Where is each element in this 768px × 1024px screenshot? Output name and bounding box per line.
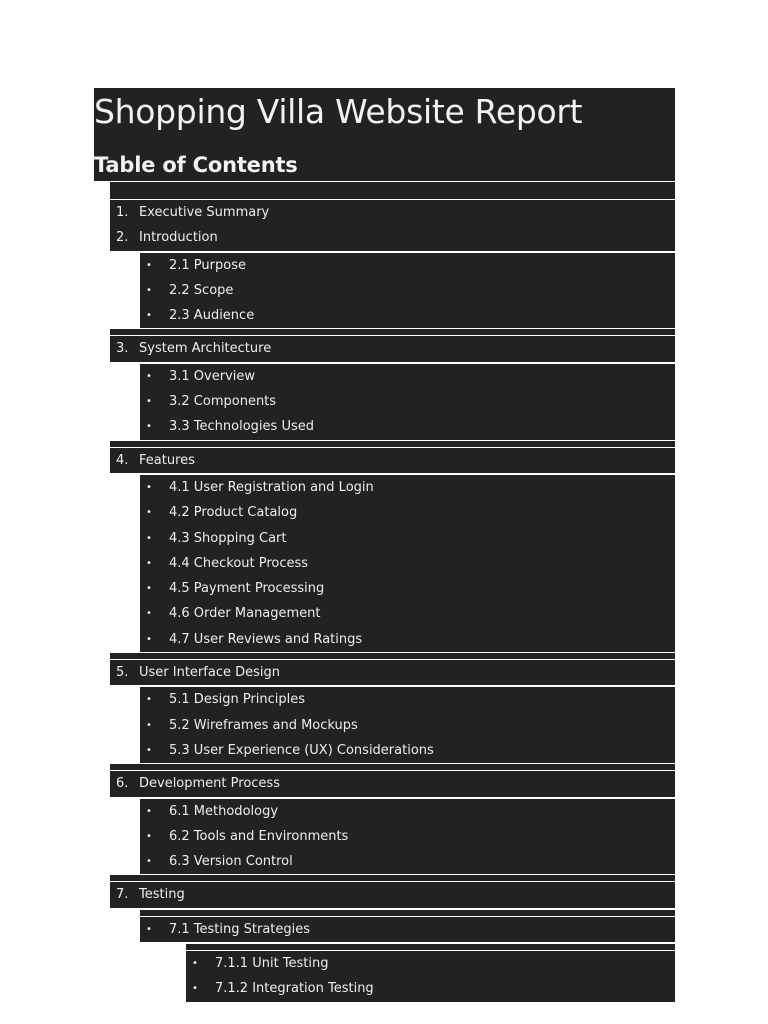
bullet-icon: •	[146, 396, 152, 408]
toc-subitem[interactable]	[140, 799, 675, 824]
bullet-icon: •	[146, 830, 152, 842]
toc-subsublist-testing-strategies	[94, 942, 675, 1002]
toc-list	[110, 199, 675, 251]
toc-sublist-features	[94, 473, 675, 652]
bullet-icon: •	[146, 805, 152, 817]
toc-subsubitem[interactable]	[186, 976, 675, 1001]
toc-subitem[interactable]	[140, 526, 675, 551]
toc-subitem[interactable]	[140, 738, 675, 763]
toc-label: Testing	[139, 887, 185, 903]
toc-label: Executive Summary	[139, 205, 270, 220]
toc-sublabel: 5.3 User Experience (UX) Considerations	[169, 742, 434, 758]
toc-top-band	[110, 181, 675, 199]
toc-label: Features	[139, 452, 195, 468]
toc-section-6	[110, 763, 675, 796]
bullet-icon: •	[192, 958, 198, 970]
bullet-icon: •	[146, 694, 152, 706]
toc-sublist-user-interface-design	[94, 685, 675, 763]
toc-subitem[interactable]	[140, 253, 675, 278]
toc-sublabel: 6.1 Methodology	[169, 803, 279, 819]
toc-sublabel: 3.2 Components	[169, 394, 277, 410]
toc-item-introduction[interactable]	[110, 225, 675, 250]
toc-sublabel: 2.3 Audience	[169, 308, 255, 324]
toc-subitem[interactable]	[140, 303, 675, 328]
bullet-icon: •	[146, 923, 152, 935]
toc-sublist-testing	[94, 908, 675, 1002]
toc-label: Development Process	[139, 776, 280, 792]
bullet-icon: •	[146, 557, 152, 569]
toc-item-user-interface-design[interactable]	[110, 660, 675, 685]
toc-subsubitem[interactable]	[186, 951, 675, 976]
toc-sublabel: 4.2 Product Catalog	[169, 505, 298, 521]
bullet-icon: •	[146, 421, 152, 433]
toc-number: 3.	[116, 341, 129, 357]
toc-subitem[interactable]	[140, 824, 675, 849]
bullet-icon: •	[146, 284, 152, 296]
toc-section-5	[110, 652, 675, 685]
title-block	[94, 88, 675, 181]
toc-subsublabel: 7.1.1 Unit Testing	[215, 956, 329, 972]
toc-number: 1.	[116, 205, 129, 220]
toc-sublabel: 5.2 Wireframes and Mockups	[169, 717, 358, 733]
bullet-icon: •	[146, 583, 152, 595]
toc-subitem[interactable]	[140, 414, 675, 439]
toc-section-3	[110, 328, 675, 361]
bullet-icon: •	[146, 259, 152, 271]
toc-number: 2.	[116, 230, 129, 246]
bullet-icon: •	[146, 856, 152, 868]
bullet-icon: •	[146, 719, 152, 731]
toc-subitem[interactable]	[140, 551, 675, 576]
bullet-icon: •	[146, 633, 152, 645]
bullet-icon: •	[192, 983, 198, 995]
toc-subitem[interactable]	[140, 475, 675, 500]
toc-number: 7.	[116, 887, 129, 903]
toc-item-features[interactable]	[110, 448, 675, 473]
toc-sublist-development-process	[94, 797, 675, 875]
toc-sublabel: 4.1 User Registration and Login	[169, 479, 374, 495]
bullet-icon: •	[146, 532, 152, 544]
toc-sublabel: 5.1 Design Principles	[169, 692, 306, 708]
bullet-icon: •	[146, 507, 152, 519]
toc-label: System Architecture	[139, 341, 272, 357]
toc-subitem[interactable]	[140, 713, 675, 738]
toc-subitem[interactable]	[140, 364, 675, 389]
toc-sublabel: 4.7 User Reviews and Ratings	[169, 631, 363, 647]
toc-label: User Interface Design	[139, 665, 280, 681]
toc-subitem[interactable]	[140, 687, 675, 712]
toc-sublabel: 2.1 Purpose	[169, 257, 246, 273]
toc-sublabel: 4.3 Shopping Cart	[169, 530, 287, 546]
toc-sublabel: 4.4 Checkout Process	[169, 555, 309, 571]
toc-subitem[interactable]	[140, 389, 675, 414]
toc-sublabel: 3.1 Overview	[169, 368, 256, 384]
toc-sublabel: 6.2 Tools and Environments	[169, 828, 349, 844]
toc-subitem[interactable]	[140, 849, 675, 874]
toc-item-testing[interactable]	[110, 882, 675, 907]
toc-subitem[interactable]	[140, 500, 675, 525]
toc-item-system-architecture[interactable]	[110, 336, 675, 361]
toc-number: 4.	[116, 452, 129, 468]
toc-number: 5.	[116, 665, 129, 681]
report-document	[94, 88, 675, 1002]
toc-item-executive-summary[interactable]	[110, 200, 675, 225]
toc-heading: Table of Contents	[94, 153, 298, 177]
bullet-icon: •	[146, 370, 152, 382]
toc-subitem[interactable]	[140, 917, 675, 942]
toc-label: Introduction	[139, 230, 218, 246]
toc-section-4	[110, 440, 675, 473]
bullet-icon: •	[146, 310, 152, 322]
toc-subsublabel: 7.1.2 Integration Testing	[215, 981, 374, 997]
toc-subitem[interactable]	[140, 278, 675, 303]
toc-sublabel: 7.1 Testing Strategies	[169, 921, 311, 937]
bullet-icon: •	[146, 608, 152, 620]
toc-subitem[interactable]	[140, 627, 675, 652]
toc-number: 6.	[116, 776, 129, 792]
bullet-icon: •	[146, 744, 152, 756]
toc-sublabel: 6.3 Version Control	[169, 854, 293, 870]
toc-sublabel: 4.6 Order Management	[169, 606, 321, 622]
toc-sublabel: 4.5 Payment Processing	[169, 581, 325, 597]
toc-section-7	[110, 874, 675, 907]
toc-sublist-system-architecture	[94, 362, 675, 440]
toc-sublist-introduction	[94, 251, 675, 329]
toc-sublabel: 2.2 Scope	[169, 282, 234, 298]
toc-subitem[interactable]	[140, 576, 675, 601]
toc-subitem[interactable]	[140, 601, 675, 626]
toc-item-development-process[interactable]	[110, 771, 675, 796]
toc-sublabel: 3.3 Technologies Used	[169, 419, 314, 435]
document-title: Shopping Villa Website Report	[94, 92, 583, 131]
bullet-icon: •	[146, 481, 152, 493]
